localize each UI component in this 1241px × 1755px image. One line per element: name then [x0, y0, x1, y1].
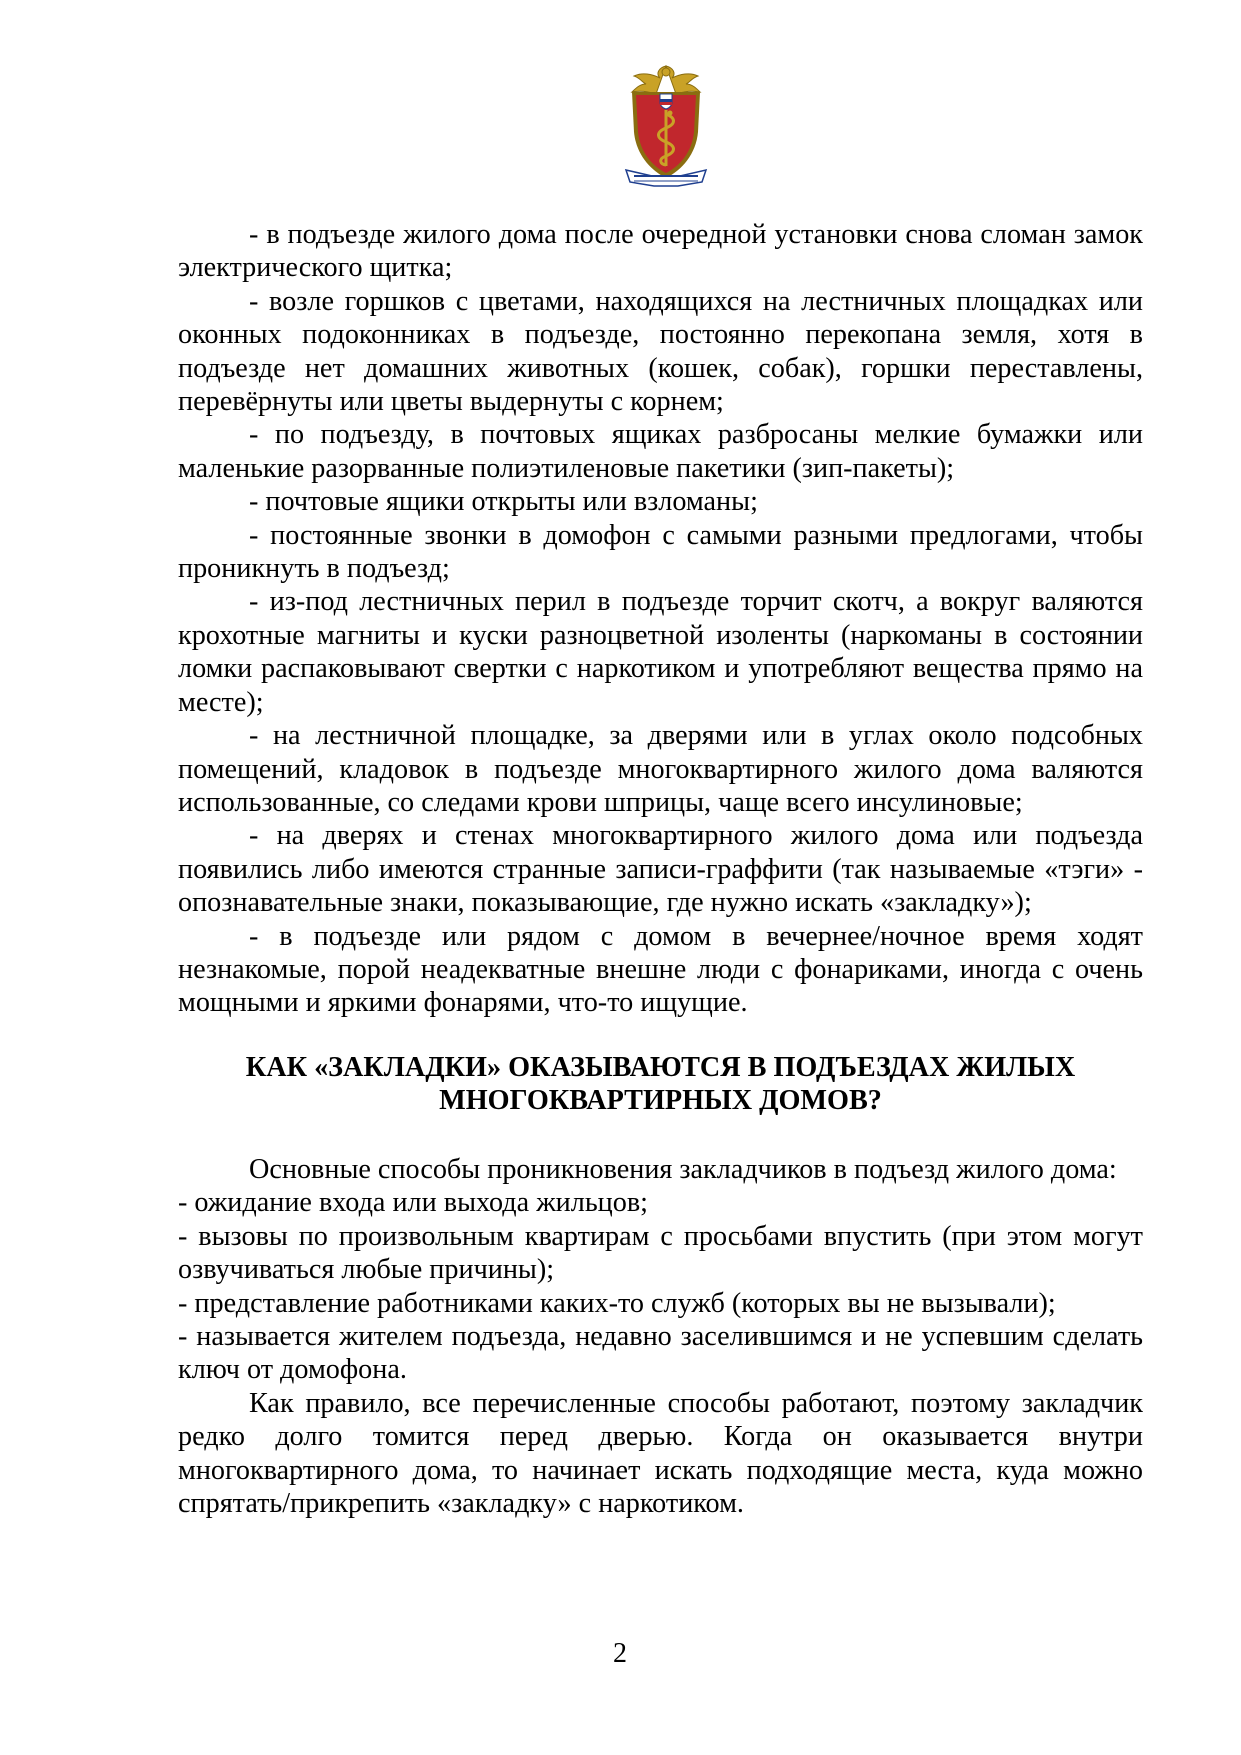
list-item: - вызовы по произвольным квартирам с просьбами впустить (при этом могут озвучиваться любые причины); [178, 1220, 1143, 1286]
list-item: - ожидание входа или выхода жильцов; [178, 1187, 649, 1219]
section-intro: Основные способы проникновения закладчиков в подъезд жилого дома: [249, 1154, 1117, 1185]
list-item: - представление работниками каких-то служб (которых вы не вызывали); [178, 1287, 1056, 1319]
list-item: - в подъезде жилого дома после очередной установки снова сломан замок электрического щитка; [178, 219, 1143, 284]
penetration-methods-section [178, 1153, 1143, 1520]
list-item: - из-под лестничных перил в подъезде торчит скотч, а вокруг валяются крохотные магниты и куски разноцветной изоленты (наркоманы в состоянии ломки распаковывают свертки с наркотиком и употребляют вещества прямо на месте); [178, 586, 1143, 718]
heading-line-1: КАК «ЗАКЛАДКИ» ОКАЗЫВАЮТСЯ В ПОДЪЕЗДАХ ЖИЛЫХ [245, 1052, 1076, 1083]
section-heading [178, 1051, 1143, 1118]
page-number: 2 [613, 1638, 627, 1669]
list-item: - почтовые ящики открыты или взломаны; [249, 486, 758, 518]
closing-paragraph: Как правило, все перечисленные способы работают, поэтому закладчик редко долго томится перед дверью. Когда он оказывается внутри многоквартирного дома, то начинает искать подходящие места, куда можно спрятать/прикрепить «закладку» с наркотиком. [178, 1387, 1143, 1520]
list-item: - называется жителем подъезда, недавно заселившимся и не успевшим сделать ключ от домофона. [178, 1321, 1143, 1386]
list-item: - постоянные звонки в домофон с самыми разными предлогами, чтобы проникнуть в подъезд; [178, 519, 1143, 585]
police-emblem-icon [612, 62, 720, 192]
heading-line-2: МНОГОКВАРТИРНЫХ ДОМОВ? [439, 1085, 882, 1117]
list-item: - на дверях и стенах многоквартирного жилого дома или подъезда появились либо имеются странные записи-граффити (так называемые «тэги» - опознавательные знаки, показывающие, где нужно искать «закладку»); [178, 820, 1143, 919]
list-item: - по подъезду, в почтовых ящиках разбросаны мелкие бумажки или маленькие разорванные полиэтиленовые пакетики (зип-пакеты); [178, 419, 1143, 484]
list-item: - возле горшков с цветами, находящихся на лестничных площадках или оконных подоконниках в подъезде, постоянно перекопана земля, хотя в подъезде нет домашних животных (кошек, собак), горшки переставлены, перевёрнуты или цветы выдернуты с корнем; [178, 285, 1143, 418]
list-item: - в подъезде или рядом с домом в вечернее/ночное время ходят незнакомые, порой неадекватные внешне люди с фонариками, иногда с очень мощными и яркими фонарями, что-то ищущие. [178, 920, 1143, 1019]
warning-signs-list [178, 218, 1143, 1020]
list-item: - на лестничной площадке, за дверями или в углах около подсобных помещений, кладовок в подъезде многоквартирного жилого дома валяются использованные, со следами крови шприцы, чаще всего инсулиновые; [178, 720, 1143, 818]
